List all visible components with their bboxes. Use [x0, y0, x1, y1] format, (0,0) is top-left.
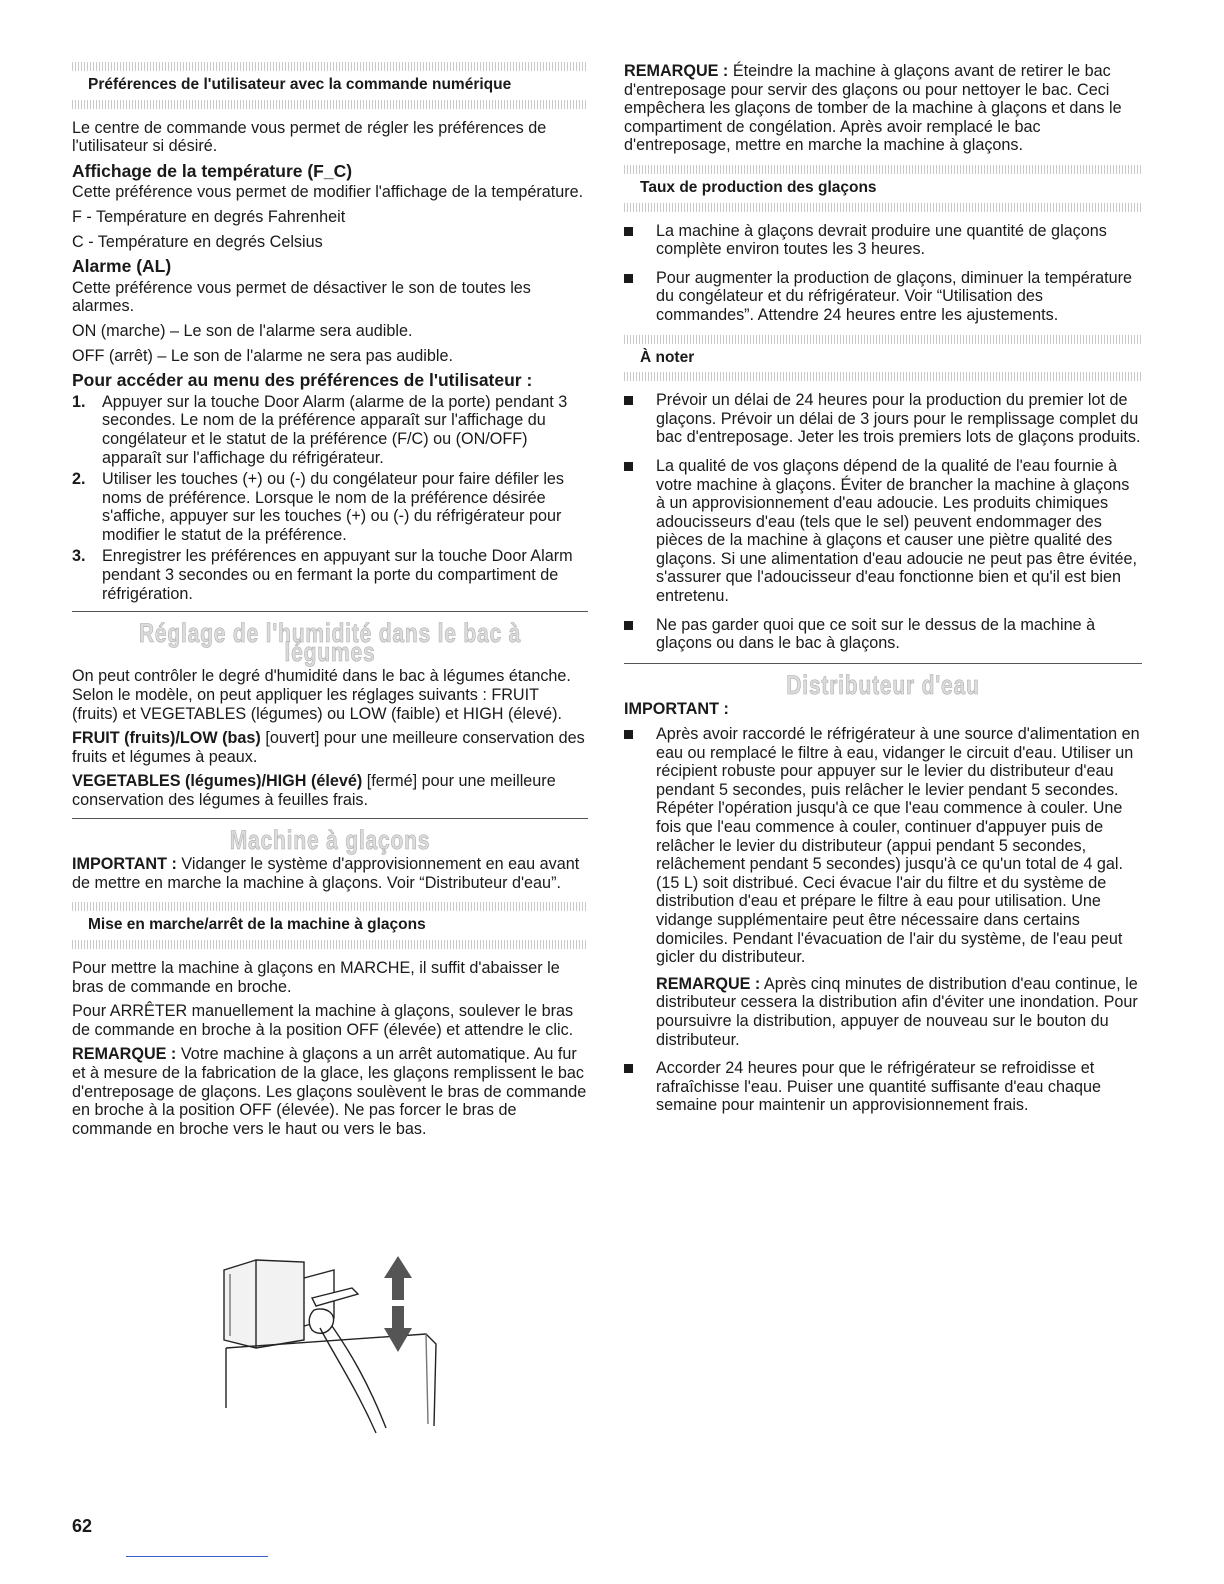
- hatch-rule: [72, 940, 588, 949]
- paragraph: OFF (arrêt) – Le son de l'alarme ne sera pas audible.: [72, 346, 453, 365]
- section-heading-on-off: Mise en marche/arrêt de la machine à glaçons: [88, 916, 426, 934]
- paragraph: ON (marche) – Le son de l'alarme sera audible.: [72, 321, 413, 340]
- section-heading-a-noter: À noter: [640, 348, 695, 366]
- important-text: Vidanger le système d'approvisionnement en eau avant de mettre en marche la machine à glaçons. Voir “Distributeur d'eau”.: [72, 855, 580, 892]
- bullet-icon: [624, 274, 633, 283]
- list-item: [72, 547, 588, 603]
- paragraph: [624, 700, 1142, 719]
- bullet-icon: [624, 462, 633, 471]
- list-item-text: La qualité de vos glaçons dépend de la qualité de l'eau fournie à votre machine à glaçons. Éviter de brancher la machine à glaçons à un approvisionnement d'eau adoucie. Les produits chimiques adoucisseurs d'eau (tels que le sel) peuvent endommager des pièces de la machine à glaçons et causer une piètre qualité des glaçons. Si une alimentation d'eau adoucie ne peut pas être évitée, s'assurer que l'adoucisseur d'eau fonctionne bien et qu'il est bien entretenu.: [656, 456, 1137, 606]
- paragraph: Pour ARRÊTER manuellement la machine à glaçons, soulever le bras de commande en broche à la position OFF (élevée) et attendre le clic.: [72, 1002, 574, 1039]
- step-number: 3.: [72, 547, 86, 566]
- list-item: [72, 393, 588, 467]
- water-list: [624, 725, 1142, 1115]
- list-item: [624, 391, 1142, 447]
- fruit-text: [ouvert] pour une meilleure conservation des fruits et légumes à peaux.: [72, 729, 585, 766]
- note-label: REMARQUE :: [624, 62, 729, 80]
- veg-label: VEGETABLES (légumes)/HIGH (élevé): [72, 772, 363, 791]
- page-number: 62: [72, 1516, 93, 1536]
- step-text: Utiliser les touches (+) ou (-) du congélateur pour faire défiler les noms de préférence. Lorsque le nom de la préférence désirée s'affiche, appuyer sur les touches (+) ou (-) du réfrigérateur pour modifier le statut de la préférence.: [102, 470, 565, 544]
- note-text: Après cinq minutes de distribution d'eau continue, le distributeur cessera la distribution afin d'éviter une inondation. Pour poursuivre la distribution, appuyer de nouveau sur le bouton du distributeur.: [656, 974, 1138, 1049]
- step-number: 2.: [72, 470, 86, 489]
- list-item-text: La machine à glaçons devrait produire une quantité de glaçons complète environ toutes les 3 heures.: [656, 221, 1107, 259]
- list-item-text: Prévoir un délai de 24 heures pour la production du premier lot de glaçons. Prévoir un délai de 3 jours pour le remplissage complet du bac d'entreposage. Jeter les trois premiers lots de glaçons produits.: [656, 391, 1141, 447]
- important-label: IMPORTANT :: [624, 700, 729, 719]
- paragraph: [72, 1045, 588, 1138]
- bullet-icon: [624, 730, 633, 739]
- divider: [72, 611, 588, 612]
- section-title-water-dispenser: Distributeur d'eau: [786, 669, 980, 700]
- paragraph: [72, 772, 588, 809]
- list-item: [624, 269, 1142, 325]
- list-item-text: Accorder 24 heures pour que le réfrigérateur se refroidisse et rafraîchisse l'eau. Puiser une quantité suffisante d'eau chaque semaine pour maintenir un approvisionnement frais.: [656, 1059, 1102, 1115]
- section-heading-production-rate: Taux de production des glaçons: [640, 178, 877, 196]
- list-item-text: Ne pas garder quoi que ce soit sur le dessus de la machine à glaçons ou dans le bac à glaçons.: [656, 615, 1096, 653]
- right-column: [624, 62, 1142, 1125]
- hatch-rule: [624, 335, 1142, 344]
- hatch-rule: [624, 372, 1142, 381]
- paragraph: [72, 729, 588, 766]
- paragraph: On peut contrôler le degré d'humidité dans le bac à légumes étanche. Selon le modèle, on peut appliquer les réglages suivants : FRUIT (fruits) et VEGETABLES (légumes) ou LOW (faible) et HIGH (élevé).: [72, 667, 571, 723]
- bullet-icon: [624, 227, 633, 236]
- bullet-icon: [624, 621, 633, 630]
- paragraph: [656, 975, 1142, 1049]
- paragraph: [624, 62, 1142, 155]
- veg-text: [fermé] pour une meilleure conservation des légumes à feuilles frais.: [72, 772, 556, 809]
- section-title-humidity: Réglage de l'humidité dans le bac à légumes: [138, 618, 522, 667]
- fruit-label: FRUIT (fruits)/LOW (bas): [72, 729, 261, 748]
- step-text: Appuyer sur la touche Door Alarm (alarme de la porte) pendant 3 secondes. Le nom de la préférence apparaît sur l'affichage du congélateur et le statut de la préférence (F/C) ou (ON/OFF) apparaît sur l'affichage du réfrigérateur.: [102, 392, 568, 467]
- note-label: REMARQUE :: [72, 1045, 177, 1064]
- list-item: [72, 470, 588, 544]
- section-heading-preferences: Préférences de l'utilisateur avec la commande numérique: [88, 76, 512, 93]
- divider: [624, 663, 1142, 664]
- list-item-text: Pour augmenter la production de glaçons, diminuer la température du congélateur et du réfrigérateur. Voir “Utilisation des commandes”. Attendre 24 heures entre les ajustements.: [656, 268, 1133, 324]
- heading-alarm: Alarme (AL): [72, 256, 172, 277]
- steps-list: [72, 393, 588, 604]
- footer-line: [126, 1556, 268, 1557]
- list-item-text: Après avoir raccordé le réfrigérateur à une source d'alimentation en eau ou remplacé le filtre à eau, vidanger le circuit d'eau. Utiliser un récipient robuste pour appuyer sur le levier du distributeur d'eau pendant 5 secondes, puis relâcher le levier pendant 5 secondes. Répéter l'opération jusqu'à ce que l'eau commence à couler. Une fois que l'eau commence à couler, continuer d'appuyer puis de relâcher le levier du distributeur (appui pendant 5 secondes, relâchement pendant 5 secondes) jusqu'à ce qu'un total de 4 gal. (15 L) soit distribué. Ceci évacue l'air du filtre et du système de distribution d'eau et prépare le filtre à eau pour utilisation. Une vidange supplémentaire peut être nécessaire dans certains domiciles. Pendant l'évacuation de l'air du système, de l'eau peut gicler du distributeur.: [656, 725, 1140, 967]
- important-label: IMPORTANT :: [72, 855, 177, 874]
- rate-list: [624, 222, 1142, 325]
- hatch-rule: [72, 100, 588, 109]
- step-number: 1.: [72, 392, 86, 411]
- hatch-rule: [624, 203, 1142, 212]
- list-item: [624, 222, 1142, 259]
- bullet-icon: [624, 1064, 633, 1073]
- note-text: Éteindre la machine à glaçons avant de retirer le bac d'entreposage pour servir des glaçons ou pour nettoyer le bac. Ceci empêchera les glaçons de tomber de la machine à glaçons et dans le compartiment de congélation. Après avoir remplacé le bac d'entreposage, mettre en marche la machine à glaçons.: [624, 62, 1122, 155]
- paragraph: Pour mettre la machine à glaçons en MARCHE, il suffit d'abaisser le bras de commande en broche.: [72, 958, 560, 996]
- list-item: [624, 725, 1142, 1049]
- paragraph: Cette préférence vous permet de modifier l'affichage de la température.: [72, 183, 584, 202]
- heading-access-menu: Pour accéder au menu des préférences de l'utilisateur :: [72, 370, 533, 391]
- list-item: [624, 1059, 1142, 1115]
- hatch-rule: [72, 62, 588, 71]
- divider: [72, 818, 588, 819]
- list-item: [624, 616, 1142, 653]
- note-text: Votre machine à glaçons a un arrêt automatique. Au fur et à mesure de la fabrication de la glace, les glaçons remplissent le bac d'entreposage de glaçons. Les glaçons soulèvent le bras de commande en broche à la position OFF (élevée). Ne pas forcer le bras de commande en broche vers le haut ou vers le bas.: [72, 1045, 587, 1138]
- paragraph: Le centre de commande vous permet de régler les préférences de l'utilisateur si désiré.: [72, 118, 547, 156]
- paragraph: Cette préférence vous permet de désactiver le son de toutes les alarmes.: [72, 278, 531, 316]
- note-label: REMARQUE :: [656, 974, 761, 993]
- hatch-rule: [624, 165, 1142, 174]
- left-column: [72, 62, 588, 1144]
- bullet-icon: [624, 396, 633, 405]
- paragraph: [72, 855, 588, 892]
- paragraph: C - Température en degrés Celsius: [72, 232, 323, 251]
- ice-maker-arm-illustration: [216, 1248, 446, 1438]
- heading-temperature-display: Affichage de la température (F_C): [72, 160, 353, 181]
- notes-list: [624, 391, 1142, 653]
- paragraph: F - Température en degrés Fahrenheit: [72, 207, 346, 226]
- section-title-ice-maker: Machine à glaçons: [229, 824, 431, 855]
- hatch-rule: [72, 902, 588, 911]
- step-text: Enregistrer les préférences en appuyant sur la touche Door Alarm pendant 3 secondes ou en fermant la porte du compartiment de réfrigération.: [102, 547, 573, 603]
- list-item: [624, 457, 1142, 606]
